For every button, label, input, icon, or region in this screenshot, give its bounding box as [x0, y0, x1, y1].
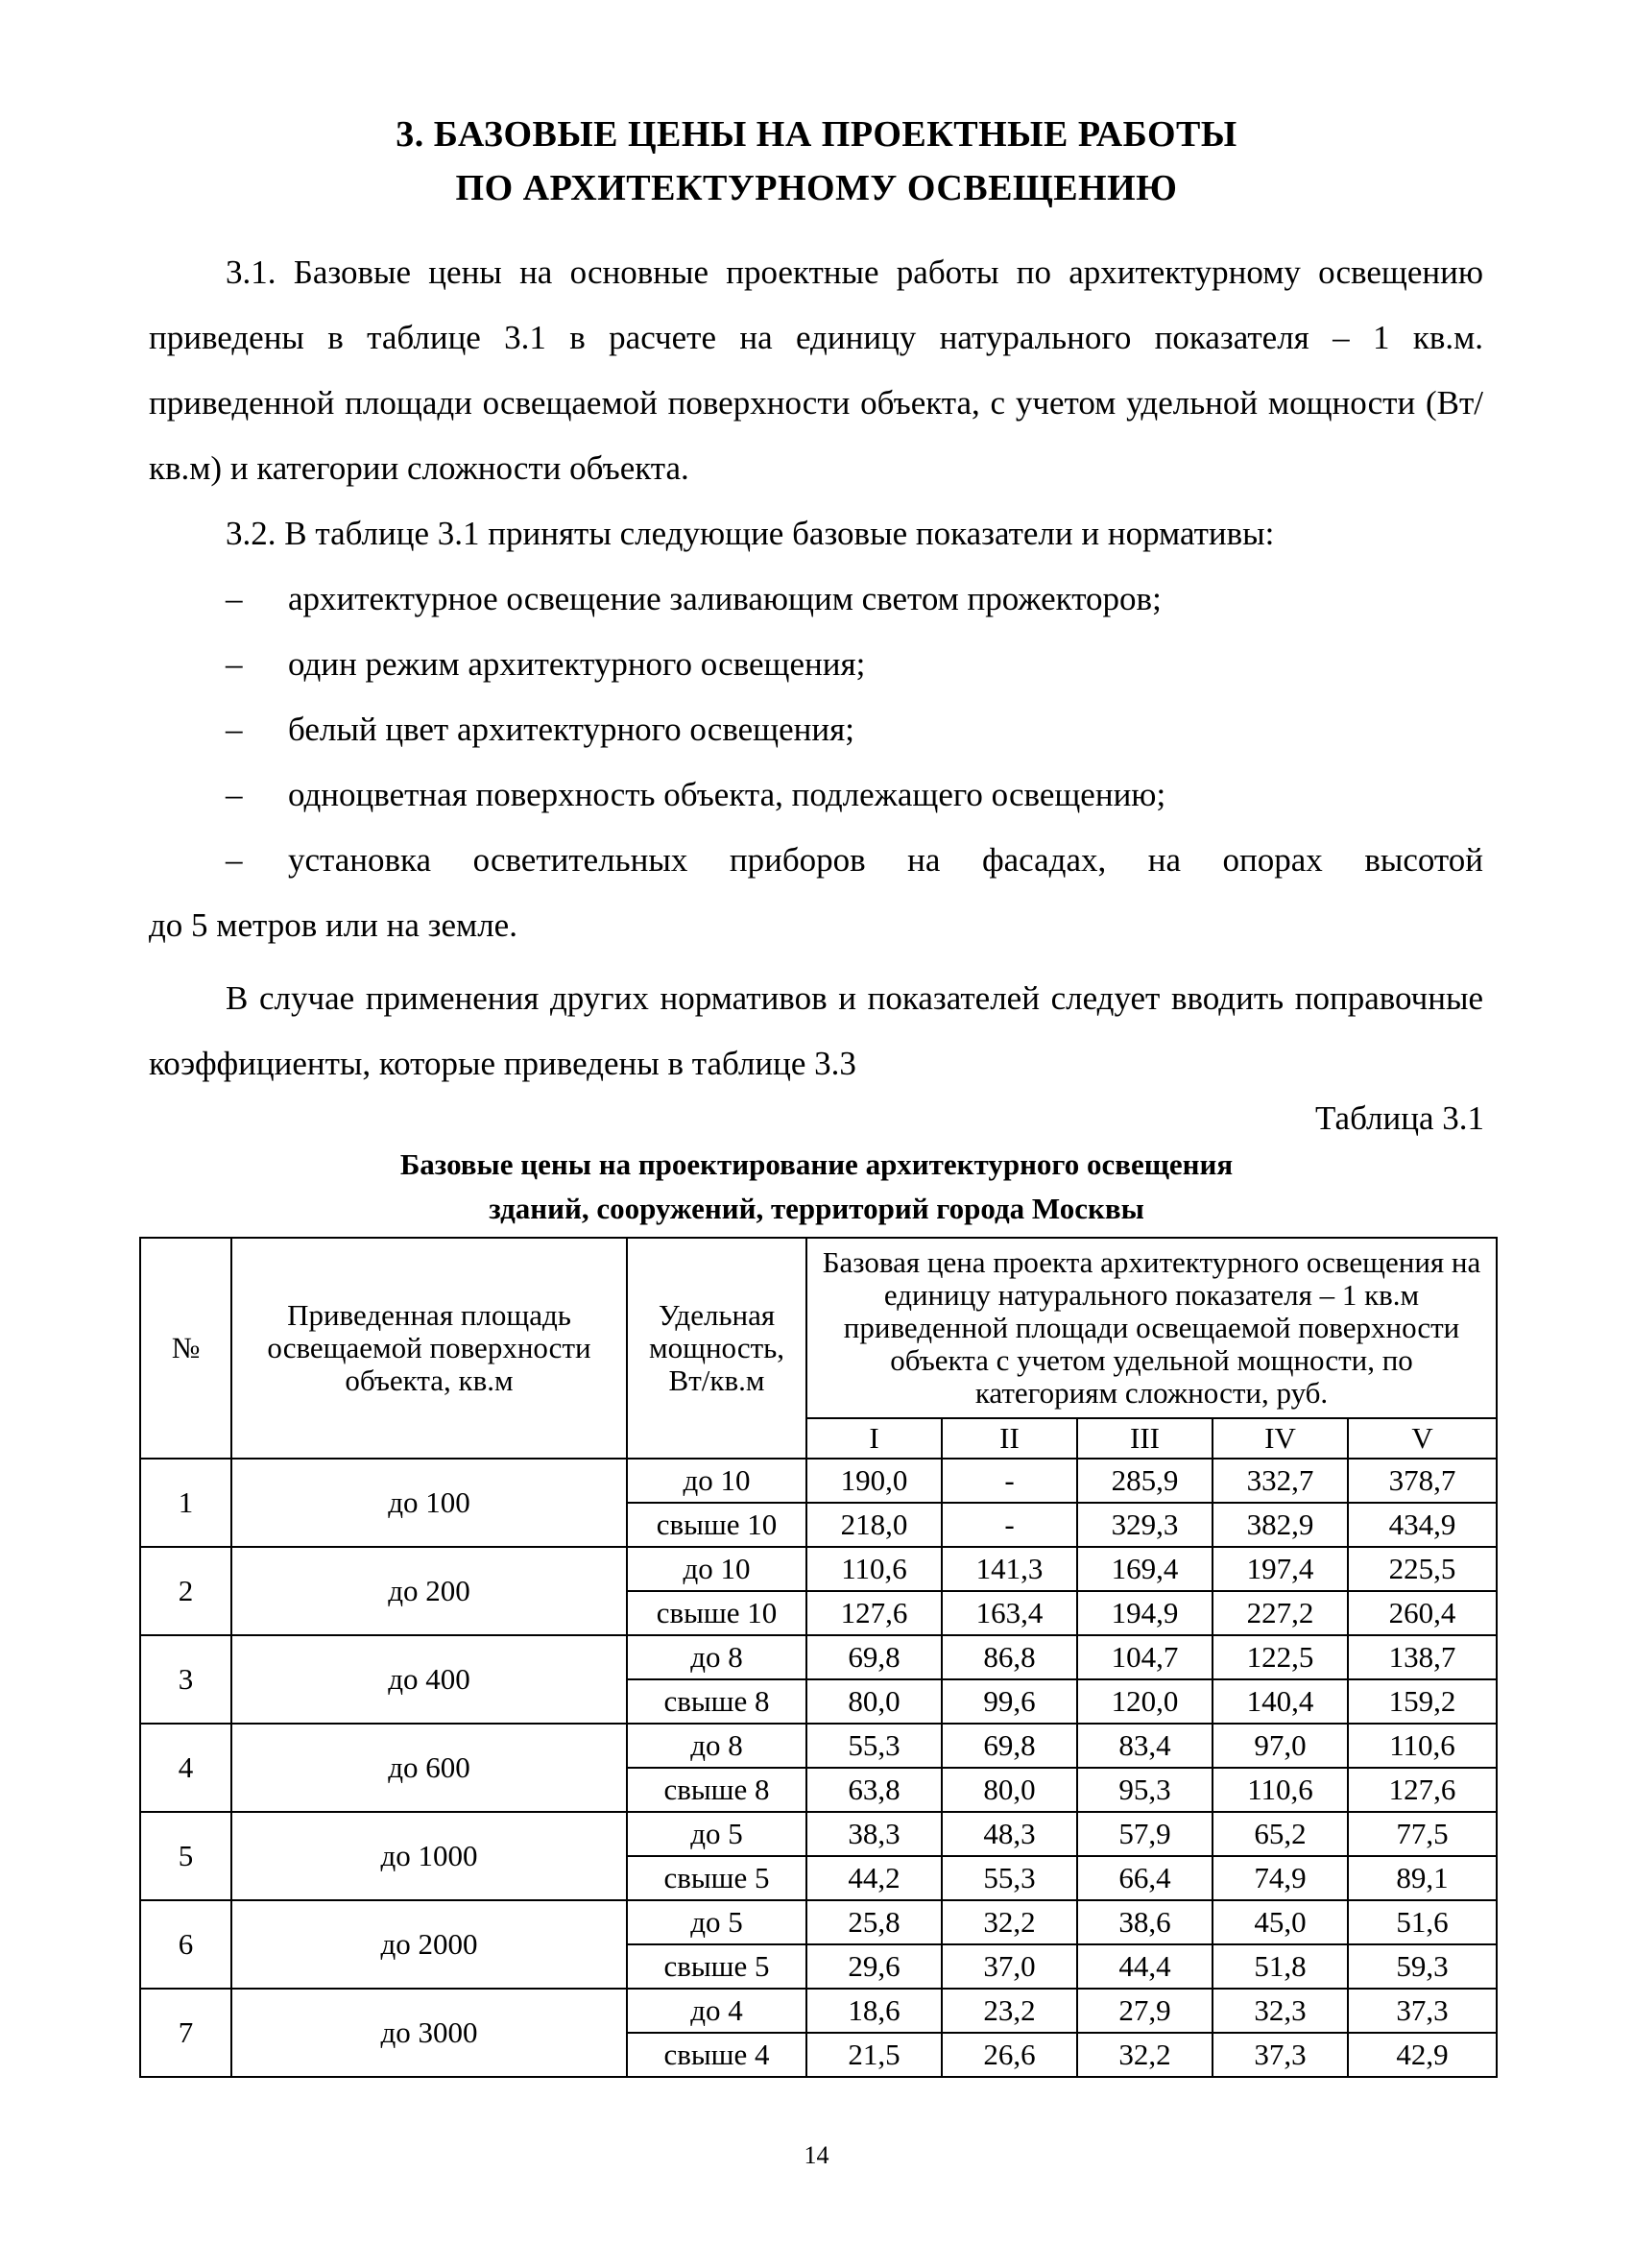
price-cell: 27,9 — [1077, 1989, 1213, 2033]
list-item — [149, 762, 1483, 828]
price-cell: 122,5 — [1213, 1635, 1348, 1679]
price-cell: 59,3 — [1348, 1944, 1497, 1989]
header-category: II — [942, 1418, 1077, 1459]
row-area: до 2000 — [231, 1900, 627, 1989]
price-cell: 218,0 — [806, 1503, 942, 1547]
price-cell: 434,9 — [1348, 1503, 1497, 1547]
price-cell: 95,3 — [1077, 1768, 1213, 1812]
price-cell: 69,8 — [942, 1724, 1077, 1768]
table-body — [140, 1459, 1497, 2077]
row-power: до 8 — [627, 1724, 806, 1768]
price-cell: - — [942, 1459, 1077, 1503]
price-cell: 83,4 — [1077, 1724, 1213, 1768]
price-cell: 45,0 — [1213, 1900, 1348, 1944]
paragraph-other-norms: В случае применения других нормативов и показателей следует вводить поправочные коэффициенты, которые приведены в таблице 3.3 — [149, 979, 1483, 1082]
row-area: до 600 — [231, 1724, 627, 1812]
price-cell: 42,9 — [1348, 2033, 1497, 2077]
table-caption — [0, 1143, 1633, 1231]
row-power: свыше 10 — [627, 1591, 806, 1635]
row-power: свыше 5 — [627, 1944, 806, 1989]
price-cell: 55,3 — [942, 1856, 1077, 1900]
header-category: IV — [1213, 1418, 1348, 1459]
price-cell: 169,4 — [1077, 1547, 1213, 1591]
row-number: 7 — [140, 1989, 231, 2077]
price-cell: 29,6 — [806, 1944, 942, 1989]
table-header-row — [140, 1238, 1497, 1418]
price-cell: 190,0 — [806, 1459, 942, 1503]
price-cell: 74,9 — [1213, 1856, 1348, 1900]
price-cell: 382,9 — [1213, 1503, 1348, 1547]
price-cell: 159,2 — [1348, 1679, 1497, 1724]
list-dash: – — [226, 711, 243, 748]
row-power: свыше 5 — [627, 1856, 806, 1900]
price-cell: 138,7 — [1348, 1635, 1497, 1679]
price-cell: 57,9 — [1077, 1812, 1213, 1856]
list-dash: – — [226, 580, 243, 617]
section-heading-line-1: 3. БАЗОВЫЕ ЦЕНЫ НА ПРОЕКТНЫЕ РАБОТЫ — [396, 114, 1237, 155]
row-area: до 400 — [231, 1635, 627, 1724]
price-cell: 332,7 — [1213, 1459, 1348, 1503]
header-category: III — [1077, 1418, 1213, 1459]
row-power: до 10 — [627, 1547, 806, 1591]
price-cell: 66,4 — [1077, 1856, 1213, 1900]
paragraph-3-2: 3.2. В таблице 3.1 приняты следующие базовые показатели и нормативы: — [226, 515, 1275, 552]
row-power: до 8 — [627, 1635, 806, 1679]
row-number: 4 — [140, 1724, 231, 1812]
price-cell: 23,2 — [942, 1989, 1077, 2033]
price-cell: 37,3 — [1348, 1989, 1497, 2033]
row-power: свыше 8 — [627, 1679, 806, 1724]
table-row — [140, 1724, 1497, 1768]
list-item-text: архитектурное освещение заливающим светом прожекторов; — [288, 580, 1162, 617]
list-dash: – — [226, 776, 243, 813]
page-number: 14 — [804, 2141, 829, 2169]
list-dash: – — [226, 645, 243, 683]
price-cell: 18,6 — [806, 1989, 942, 2033]
section-heading-line-2: ПО АРХИТЕКТУРНОМУ ОСВЕЩЕНИЮ — [455, 168, 1178, 208]
row-area: до 200 — [231, 1547, 627, 1635]
price-cell: 51,6 — [1348, 1900, 1497, 1944]
price-cell: 141,3 — [942, 1547, 1077, 1591]
row-number: 3 — [140, 1635, 231, 1724]
list-item-text: один режим архитектурного освещения; — [288, 645, 866, 683]
price-cell: 110,6 — [1348, 1724, 1497, 1768]
price-cell: 37,0 — [942, 1944, 1077, 1989]
price-cell: 21,5 — [806, 2033, 942, 2077]
list-dash: – — [226, 841, 243, 879]
list-item — [149, 828, 1483, 958]
table-label: Таблица 3.1 — [1315, 1099, 1484, 1137]
table-caption-line-2: зданий, сооружений, территорий города Москвы — [489, 1192, 1144, 1225]
list-item-text: белый цвет архитектурного освещения; — [288, 711, 854, 748]
price-cell: 44,4 — [1077, 1944, 1213, 1989]
price-cell: 25,8 — [806, 1900, 942, 1944]
price-cell: 140,4 — [1213, 1679, 1348, 1724]
price-cell: 110,6 — [1213, 1768, 1348, 1812]
price-cell: 99,6 — [942, 1679, 1077, 1724]
price-cell: 77,5 — [1348, 1812, 1497, 1856]
list-item-text: установка осветительных приборов на фасадах, на опорах высотой — [288, 841, 1483, 879]
row-number: 2 — [140, 1547, 231, 1635]
table-row — [140, 1900, 1497, 1944]
list-item-continuation: до 5 метров или на земле. — [149, 906, 517, 944]
price-cell: 32,2 — [942, 1900, 1077, 1944]
price-cell: 227,2 — [1213, 1591, 1348, 1635]
row-area: до 1000 — [231, 1812, 627, 1900]
price-cell: 80,0 — [806, 1679, 942, 1724]
row-power: свыше 4 — [627, 2033, 806, 2077]
price-cell: 69,8 — [806, 1635, 942, 1679]
price-cell: 163,4 — [942, 1591, 1077, 1635]
price-cell: 127,6 — [1348, 1768, 1497, 1812]
price-cell: 97,0 — [1213, 1724, 1348, 1768]
price-cell: 260,4 — [1348, 1591, 1497, 1635]
list-item-text: одноцветная поверхность объекта, подлежащего освещению; — [288, 776, 1166, 813]
price-cell: 104,7 — [1077, 1635, 1213, 1679]
price-cell: 110,6 — [806, 1547, 942, 1591]
row-number: 6 — [140, 1900, 231, 1989]
price-cell: 225,5 — [1348, 1547, 1497, 1591]
row-area: до 3000 — [231, 1989, 627, 2077]
header-area: Приведенная площадь освещаемой поверхности объекта, кв.м — [231, 1238, 627, 1459]
table-row — [140, 1459, 1497, 1503]
price-cell: 32,3 — [1213, 1989, 1348, 2033]
list-item — [149, 567, 1483, 632]
price-cell: 89,1 — [1348, 1856, 1497, 1900]
price-cell: 86,8 — [942, 1635, 1077, 1679]
price-cell: 55,3 — [806, 1724, 942, 1768]
list-item — [149, 697, 1483, 762]
price-cell: 63,8 — [806, 1768, 942, 1812]
price-cell: 127,6 — [806, 1591, 942, 1635]
section-heading — [0, 108, 1633, 215]
price-cell: 80,0 — [942, 1768, 1077, 1812]
row-power: до 10 — [627, 1459, 806, 1503]
row-power: свыше 8 — [627, 1768, 806, 1812]
row-power: до 5 — [627, 1900, 806, 1944]
price-table — [139, 1237, 1498, 2078]
table-caption-line-1: Базовые цены на проектирование архитектурного освещения — [399, 1147, 1234, 1181]
price-cell: 38,3 — [806, 1812, 942, 1856]
price-cell: 120,0 — [1077, 1679, 1213, 1724]
price-cell: 32,2 — [1077, 2033, 1213, 2077]
price-cell: - — [942, 1503, 1077, 1547]
table-row — [140, 1812, 1497, 1856]
price-cell: 285,9 — [1077, 1459, 1213, 1503]
header-num: № — [140, 1238, 231, 1459]
price-cell: 48,3 — [942, 1812, 1077, 1856]
header-power: Удельная мощность, Вт/кв.м — [627, 1238, 806, 1459]
table-row — [140, 1547, 1497, 1591]
list-item — [149, 632, 1483, 697]
price-cell: 44,2 — [806, 1856, 942, 1900]
paragraph-3-1: 3.1. Базовые цены на основные проектные работы по архитектурному освещению приведены в таблице 3.1 в расчете на единицу натурального показателя – 1 кв.м. приведенной площади освещаемой поверхности объекта, с учетом удельной мощности (Вт/ кв.м) и категории сложности объекта. — [149, 253, 1483, 487]
row-area: до 100 — [231, 1459, 627, 1547]
header-category: I — [806, 1418, 942, 1459]
price-cell: 329,3 — [1077, 1503, 1213, 1547]
table-row — [140, 1635, 1497, 1679]
price-cell: 194,9 — [1077, 1591, 1213, 1635]
row-number: 5 — [140, 1812, 231, 1900]
header-category: V — [1348, 1418, 1497, 1459]
price-cell: 37,3 — [1213, 2033, 1348, 2077]
price-cell: 38,6 — [1077, 1900, 1213, 1944]
row-number: 1 — [140, 1459, 231, 1547]
header-price: Базовая цена проекта архитектурного освещения на единицу натурального показателя – 1 кв.м приведенной площади освещаемой поверхности объекта с учетом удельной мощности, по категориям сложности, руб. — [806, 1238, 1497, 1418]
price-cell: 197,4 — [1213, 1547, 1348, 1591]
price-cell: 65,2 — [1213, 1812, 1348, 1856]
row-power: до 4 — [627, 1989, 806, 2033]
price-cell: 26,6 — [942, 2033, 1077, 2077]
price-cell: 378,7 — [1348, 1459, 1497, 1503]
table-row — [140, 1989, 1497, 2033]
row-power: до 5 — [627, 1812, 806, 1856]
price-cell: 51,8 — [1213, 1944, 1348, 1989]
row-power: свыше 10 — [627, 1503, 806, 1547]
